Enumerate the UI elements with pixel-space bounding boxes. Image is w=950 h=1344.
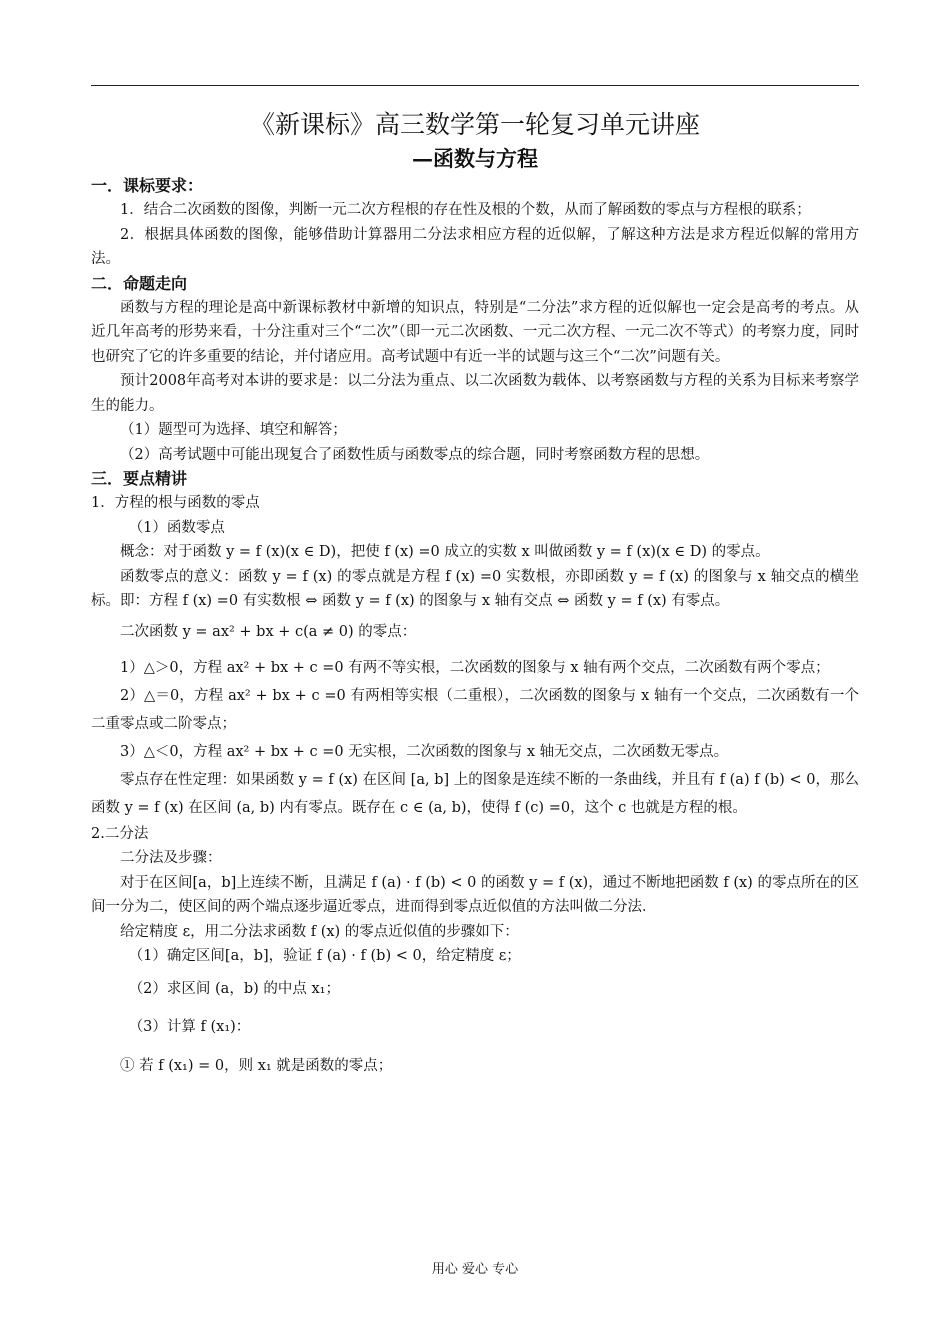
document-subtitle: —函数与方程 — [412, 146, 538, 171]
page-footer: 用心 爱心 专心 — [431, 1262, 519, 1277]
document-page — [91, 108, 859, 1078]
section-2-item-2: （2）高考试题中可能出现复合了函数性质与函数零点的综合题，同时考察函数方程的思想。 — [120, 446, 710, 463]
section-2-para-1: 函数与方程的理论是高中新课标教材中新增的知识点，特别是“二分法”求方程的近似解也一定会是高考的考点。从近几年高考的形势来看，十分注重对三个“二次”（即一元二次函数、一元二次方程、一元二次不等式）的考察力度，同时也研究了它的许多重要的结论，并付诸应用。高考试题中有近一半的试题与这三个“二次”问题有关。 — [91, 299, 859, 365]
step-3: （3）计算 f (x₁)： — [128, 1019, 251, 1035]
topic-1-subtitle: （1）函数零点 — [128, 519, 225, 536]
case-2: 2）△＝0，方程 ax² + bx + c =0 有两相等实根（二重根），二次函数的图象与 x 轴有一个交点，二次函数有一个二重零点或二阶零点； — [91, 687, 859, 732]
header-rule — [91, 85, 859, 86]
section-2-para-2: 预计2008年高考对本讲的要求是：以二分法为重点、以二次函数为载体、以考察函数与方程的关系为目标来考察学生的能力。 — [91, 373, 859, 414]
document-title: 《新课标》高三数学第一轮复习单元讲座 — [249, 110, 700, 139]
existence-theorem: 零点存在性定理：如果函数 y = f (x) 在区间 [a, b] 上的图象是连续不断的一条曲线，并且有 f (a) f (b) < 0，那么函数 y = f (x) 在区间 (a, b) 内有零点。既存在 c ∈ (a, b)，使得 f (c) =0，这个 c 也就是方程的根。 — [91, 771, 859, 816]
zero-concept: 概念：对于函数 y = f (x)(x ∈ D)，把使 f (x) =0 成立的实数 x 叫做函数 y = f (x)(x ∈ D) 的零点。 — [120, 544, 770, 560]
zero-meaning: 函数零点的意义：函数 y = f (x) 的零点就是方程 f (x) =0 实数根，亦即函数 y = f (x) 的图象与 x 轴交点的横坐标。即：方程 f (x) =0 有实数根 ⇔ 函数 y = f (x) 的图象与 x 轴有交点 ⇔ 函数 y = f (x) 有零点。 — [91, 568, 859, 609]
bisection-steps-intro: 给定精度 ε，用二分法求函数 f (x) 的零点近似值的步骤如下： — [120, 923, 519, 940]
section-1-heading: 一．课标要求： — [91, 176, 204, 195]
quadratic-intro: 二次函数 y = ax² + bx + c(a ≠ 0) 的零点： — [120, 623, 417, 640]
section-1-para-2: 2．根据具体函数的图像，能够借助计算器用二分法求相应方程的近似解，了解这种方法是求方程近似解的常用方法。 — [91, 226, 859, 267]
bisection-definition: 对于在区间[a，b]上连续不断，且满足 f (a) · f (b) < 0 的函数 y = f (x)，通过不断地把函数 f (x) 的零点所在的区间一分为二，使区间的两个端点逐步逼近零点，进而得到零点近似值的方法叫做二分法． — [91, 874, 859, 915]
step-3-case-1: ① 若 f (x₁) = 0，则 x₁ 就是函数的零点； — [120, 1057, 393, 1074]
step-2: （2）求区间 (a，b) 的中点 x₁； — [128, 980, 340, 997]
section-3-heading: 三．要点精讲 — [91, 469, 188, 488]
section-2-heading: 二．命题走向 — [91, 273, 188, 293]
topic-2-subtitle: 二分法及步骤： — [120, 850, 222, 866]
topic-1-title: 1．方程的根与函数的零点 — [91, 495, 260, 511]
section-1-para-1: 1．结合二次函数的图像，判断一元二次方程根的存在性及根的个数，从而了解函数的零点与方程根的联系； — [120, 202, 811, 218]
section-2-item-1: （1）题型可为选择、填空和解答； — [120, 422, 347, 438]
case-3: 3）△＜0，方程 ax² + bx + c =0 无实根，二次函数的图象与 x 轴无交点，二次函数无零点。 — [120, 743, 729, 760]
case-1: 1）△＞0，方程 ax² + bx + c =0 有两不等实根，二次函数的图象与 x 轴有两个交点，二次函数有两个零点； — [120, 659, 830, 676]
step-1: （1）确定区间[a，b]，验证 f (a) · f (b) < 0，给定精度 ε； — [128, 948, 521, 964]
topic-2-title: 2.二分法 — [91, 825, 149, 842]
